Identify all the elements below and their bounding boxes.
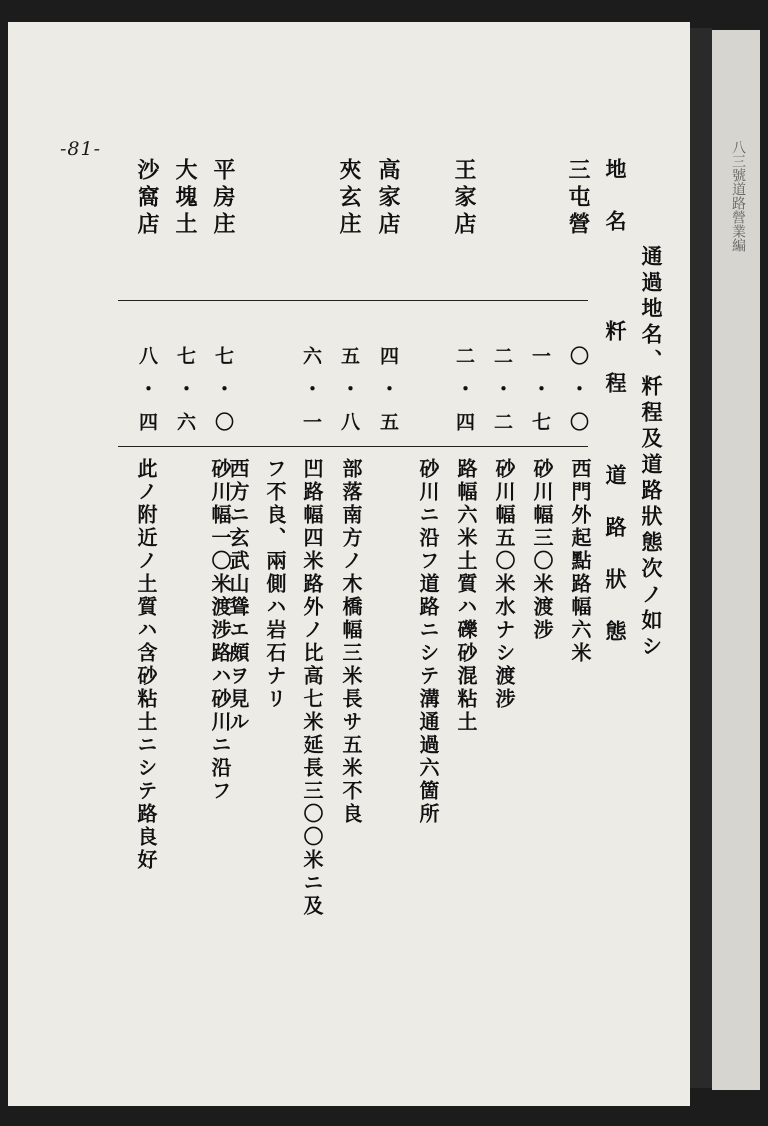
distance-value: 八・四 — [136, 346, 158, 445]
page-number: -81- — [60, 138, 102, 160]
road-condition: 西方ニ玄武山聳エ頗ヲ見ル — [226, 458, 250, 734]
place-name: 平房庄 — [210, 158, 236, 239]
book-binding — [690, 28, 712, 1088]
place-name: 三屯營 — [565, 158, 591, 239]
header-road: 道 路 狀 態 — [603, 464, 628, 646]
rule-upper — [118, 300, 588, 301]
distance-value: 七・〇 — [212, 346, 234, 445]
road-condition: 砂川幅一〇米渡涉路ハ砂川ニ沿フ — [208, 458, 232, 803]
distance-value: 六・一 — [300, 346, 322, 445]
distance-value: 五・八 — [338, 346, 360, 445]
road-condition: 凹路幅四米路外ノ比高七米延長三〇〇米ニ及 — [300, 458, 324, 918]
road-condition: 砂川幅五〇米水ナシ渡涉 — [492, 458, 516, 711]
distance-value: 四・五 — [377, 346, 399, 445]
facing-page-text: 八三號道路營業編 — [730, 140, 746, 252]
road-condition: 此ノ附近ノ土質ハ含砂粘土ニシテ路良好 — [134, 458, 158, 872]
header-place: 地 名 — [603, 158, 628, 236]
distance-value: 二・四 — [453, 346, 475, 445]
distance-value: 七・六 — [174, 346, 196, 445]
road-condition: 部落南方ノ木橋幅三米長サ五米不良 — [339, 458, 363, 826]
place-name: 沙窩店 — [134, 158, 160, 239]
distance-value: 一・七 — [529, 346, 551, 445]
place-name: 王家店 — [451, 158, 477, 239]
distance-value: 〇・〇 — [567, 346, 589, 445]
road-condition: 西門外起點路幅六米 — [568, 458, 592, 665]
distance-value: 二・二 — [491, 346, 513, 445]
page-title: 通過地名、粁程及道路狀態次ノ如シ — [639, 245, 664, 661]
road-condition: フ不良、兩側ハ岩石ナリ — [263, 458, 287, 711]
rule-lower — [118, 446, 588, 447]
road-condition: 路幅六米土質ハ礫砂混粘土 — [454, 458, 478, 734]
header-distance: 粁 程 — [603, 320, 628, 398]
road-condition: 砂川幅三〇米渡涉 — [530, 458, 554, 642]
road-condition: 砂川ニ沿フ道路ニシテ溝通過六箇所 — [416, 458, 440, 826]
place-name: 大塊土 — [172, 158, 198, 239]
place-name: 夾玄庄 — [336, 158, 362, 239]
place-name: 高家店 — [375, 158, 401, 239]
